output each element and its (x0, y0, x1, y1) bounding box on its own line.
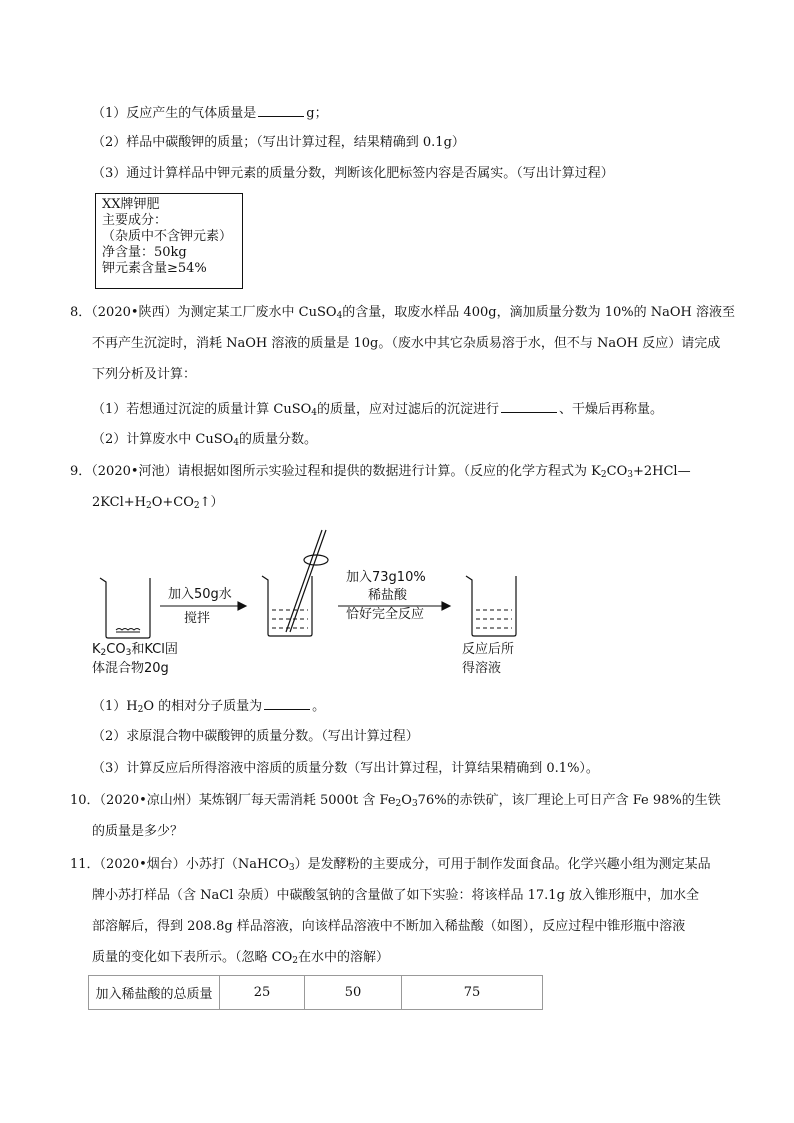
q10-text: O (401, 793, 412, 808)
question-source: （2020•烟台） (99, 857, 186, 872)
question-source: （2020•凉山州） (99, 793, 199, 808)
experiment-diagram (90, 520, 610, 695)
start-text: K (92, 642, 101, 657)
subscript: 3 (288, 863, 295, 873)
label-net-content: 净含量：50kg (102, 245, 187, 260)
subscript: 2 (600, 470, 607, 480)
label-potassium-content: 钾元素含量≥54% (102, 261, 207, 276)
subscript: 2 (137, 705, 144, 715)
q9-part1-text: O 的相对分子质量为 (143, 699, 263, 714)
hydrochloric-acid-table (88, 975, 543, 1010)
label-main-ingredient: 主要成分： (102, 213, 168, 228)
table-cell: 25 (220, 976, 305, 1010)
label-brand: XX牌钾肥 (102, 197, 160, 212)
table-header-cell: 加入稀盐酸的总质量 (89, 976, 220, 1010)
solid-mixture-icon (116, 629, 140, 633)
subscript: 4 (336, 311, 343, 321)
q7-part1-text: （1）反应产生的气体质量是 (92, 106, 257, 121)
q8-part1-text: 的质量，应对过滤后的沉淀进行 (317, 402, 500, 417)
end-solution-label-2: 得溶液 (462, 661, 502, 676)
subscript: 3 (627, 470, 633, 480)
q8-line1 (70, 303, 735, 323)
q9-text: ↑） (199, 495, 224, 510)
q9-text: CO (606, 464, 628, 479)
step1-top-label: 加入50g水 (168, 587, 232, 602)
table-cell: 50 (305, 976, 402, 1010)
subscript: 2 (193, 501, 200, 511)
q10-text: 某炼钢厂每天需消耗 5000t 含 Fe (198, 793, 396, 808)
fertilizer-label-box (95, 193, 243, 289)
step2-bottom-label: 恰好完全反应 (346, 607, 425, 622)
q10-line2: 的质量是多少？ (92, 824, 184, 839)
q9-part2: （2）求原混合物中碳酸钾的质量分数。（写出计算过程） (92, 729, 419, 744)
q7-part1 (92, 102, 328, 124)
solution-level-icon (476, 610, 512, 628)
subscript: 2 (145, 501, 152, 511)
subscript: 2 (395, 799, 402, 809)
subscript: 4 (311, 408, 318, 418)
q9-part3: （3）计算反应后所得溶液中溶质的质量分数（写出计算过程，计算结果精确到 0.1%）。 (92, 761, 599, 776)
table-cell: 75 (402, 976, 543, 1010)
q7-part3: （3）通过计算样品中钾元素的质量分数，判断该化肥标签内容是否属实。（写出计算过程） (92, 166, 614, 181)
start-text: 和KCl固 (131, 642, 178, 657)
q9-text: 2KCl+H (92, 495, 146, 510)
q8-line2: 不再产生沉淀时，消耗 NaOH 溶液的质量是 10g。（废水中其它杂质易溶于水，但不与 NaOH 反应）请完成 (92, 336, 721, 351)
q9-line1 (70, 462, 691, 482)
label-impurity-note: （杂质中不含钾元素） (102, 229, 233, 244)
beaker-icon (100, 578, 150, 638)
step2-mid-label: 稀盐酸 (368, 588, 408, 603)
question-number: 10． (70, 793, 100, 808)
q7-part1-unit: g； (306, 106, 328, 121)
q8-part1-text: （1）若想通过沉淀的质量计算 CuSO (92, 402, 312, 417)
q8-part2-text: （2）计算废水中 CuSO (92, 432, 234, 447)
beaker-icon (262, 576, 312, 636)
q10-line1 (70, 791, 721, 811)
start-text: CO (106, 642, 126, 657)
q9-text: +2HCl— (632, 464, 691, 479)
question-source: （2020•河池） (91, 464, 178, 479)
q10-text: 76%的赤铁矿，该厂理论上可日产含 Fe 98%的生铁 (417, 793, 721, 808)
glass-rod-icon (286, 530, 328, 632)
end-solution-label: 反应后所 (462, 642, 515, 657)
subscript: 3 (411, 799, 418, 809)
q8-part2-text: 的质量分数。 (239, 432, 318, 447)
question-number: 11． (70, 857, 100, 872)
answer-blank[interactable] (501, 398, 557, 413)
subscript: 2 (292, 956, 298, 966)
q8-part2 (92, 430, 317, 450)
subscript: 3 (125, 648, 132, 658)
q9-line2 (92, 493, 224, 513)
start-material-label (92, 641, 178, 659)
q11-line1 (70, 855, 711, 875)
answer-blank[interactable] (258, 102, 304, 117)
table-row (89, 976, 543, 1010)
q9-part1-text: （1）H (92, 699, 138, 714)
q11-text: 小苏打（NaHCO (185, 857, 289, 872)
step1-bottom-label: 搅拌 (184, 611, 211, 626)
q11-line2: 牌小苏打样品（含 NaCl 杂质）中碳酸氢钠的含量做了如下实验：将该样品 17.1g 放入锥形瓶中，加水全 (92, 888, 700, 903)
q11-line3: 部溶解后，得到 208.8g 样品溶液，向该样品溶液中不断加入稀盐酸（如图），反应过程中锥形瓶中溶液 (92, 919, 686, 934)
q8-part1-text: 、干燥后再称量。 (559, 402, 664, 417)
step2-top-label: 加入73g10% (346, 570, 426, 585)
q11-line4 (92, 948, 389, 968)
q11-text: ）是发酵粉的主要成分，可用于制作发面食品。化学兴趣小组为测定某品 (294, 857, 711, 872)
question-source: （2020•陕西） (91, 305, 178, 320)
q9-text: 请根据如图所示实验过程和提供的数据进行计算。（反应的化学方程式为 K (177, 464, 601, 479)
q9-text: O+CO (151, 495, 194, 510)
beaker-icon (466, 576, 516, 636)
q8-text: 的含量，取废水样品 400g，滴加质量分数为 10%的 NaOH 溶液至 (342, 305, 735, 320)
q8-text: 为测定某工厂废水中 CuSO (177, 305, 337, 320)
q11-text: 在水中的溶解） (297, 950, 389, 965)
q9-part1-text: 。 (312, 699, 326, 714)
q7-part2: （2）样品中碳酸钾的质量；（写出计算过程，结果精确到 0.1g） (92, 135, 465, 150)
start-material-label-2: 体混合物20g (92, 661, 169, 676)
q8-line3: 下列分析及计算： (92, 367, 197, 382)
question-number: 9． (70, 464, 92, 479)
q11-text: 质量的变化如下表所示。（忽略 CO (92, 950, 293, 965)
subscript: 4 (233, 438, 240, 448)
answer-blank[interactable] (264, 695, 310, 710)
subscript: 2 (100, 648, 107, 658)
q8-part1 (92, 398, 663, 420)
question-number: 8． (70, 305, 92, 320)
q9-part1 (92, 695, 325, 717)
